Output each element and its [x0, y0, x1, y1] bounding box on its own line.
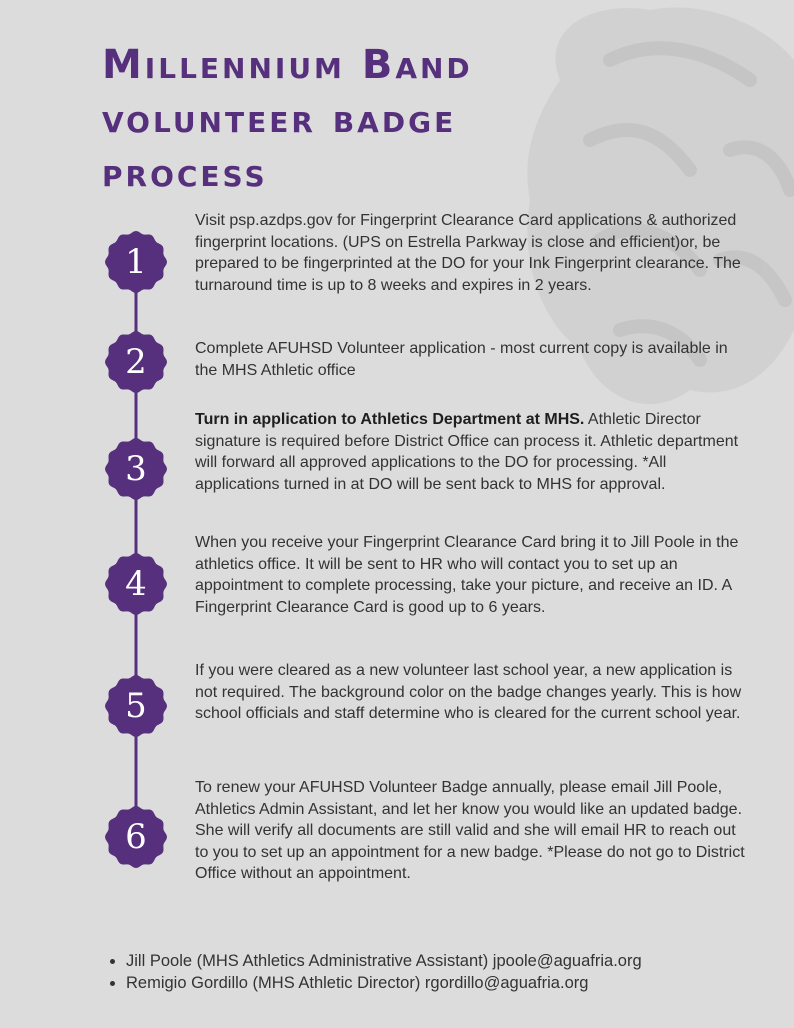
step-3-body: Athletic Director signature is required before District Office can process it. Athletic department will forward all approved applications to the DO for processing. *All applications turned in at DO will be sent back to MHS for approval. — [195, 411, 739, 493]
step-number: 6 — [125, 817, 147, 857]
step-number: 2 — [125, 342, 147, 382]
contact-item-jill-poole: • Jill Poole (MHS Athletics Administrative Assistant) jpoole@aguafria.org — [126, 950, 642, 972]
step-badge-1 — [104, 230, 168, 294]
contact-list — [108, 950, 642, 994]
step-badge-4 — [104, 552, 168, 616]
timeline-line — [102, 0, 172, 1028]
title-line-3: process — [102, 150, 268, 196]
title-line-1: Millennium Band — [102, 42, 473, 88]
title-line-2: volunteer badge — [102, 96, 457, 142]
step-3-text — [195, 409, 745, 495]
contact-item-remigio-gordillo: • Remigio Gordillo (MHS Athletic Director) rgordillo@aguafria.org — [126, 972, 642, 994]
step-number: 4 — [125, 564, 147, 604]
step-6-text: To renew your AFUHSD Volunteer Badge annually, please email Jill Poole, Athletics Admin Assistant, and let her know you would like an updated badge. She will verify all documents are still valid and she will email HR to reach out to you to set up an appointment for a new badge. *Please do not go to District Office without an appointment. — [195, 779, 745, 883]
step-badge-3 — [104, 437, 168, 501]
step-2-text: Complete AFUHSD Volunteer application - most current copy is available in the MHS Athletic office — [195, 340, 728, 379]
step-badge-5 — [104, 674, 168, 738]
step-1-text: Visit psp.azdps.gov for Fingerprint Clearance Card applications & authorized fingerprint locations. (UPS on Estrella Parkway is close and efficient)or, be prepared to be fingerprinted at the DO for your Ink Fingerprint clearance. The turnaround time is up to 8 weeks and expires in 2 years. — [195, 212, 741, 294]
step-badge-2 — [104, 330, 168, 394]
step-number: 5 — [125, 686, 147, 726]
step-badge-6 — [104, 805, 168, 869]
step-3-lead: Turn in application to Athletics Department at MHS. — [195, 411, 585, 428]
step-timeline — [102, 0, 172, 1028]
step-4-text: When you receive your Fingerprint Clearance Card bring it to Jill Poole in the athletics office. It will be sent to HR who will contact you to set up an appointment to complete processing, take your picture, and receive an ID. A Fingerprint Clearance Card is good up to 6 years. — [195, 534, 739, 616]
step-number: 3 — [125, 449, 147, 489]
step-number: 1 — [125, 242, 147, 282]
step-5-text: If you were cleared as a new volunteer last school year, a new application is not required. The background color on the badge changes yearly. This is how school officials and staff determine who is cleared for the current school year. — [195, 662, 742, 723]
